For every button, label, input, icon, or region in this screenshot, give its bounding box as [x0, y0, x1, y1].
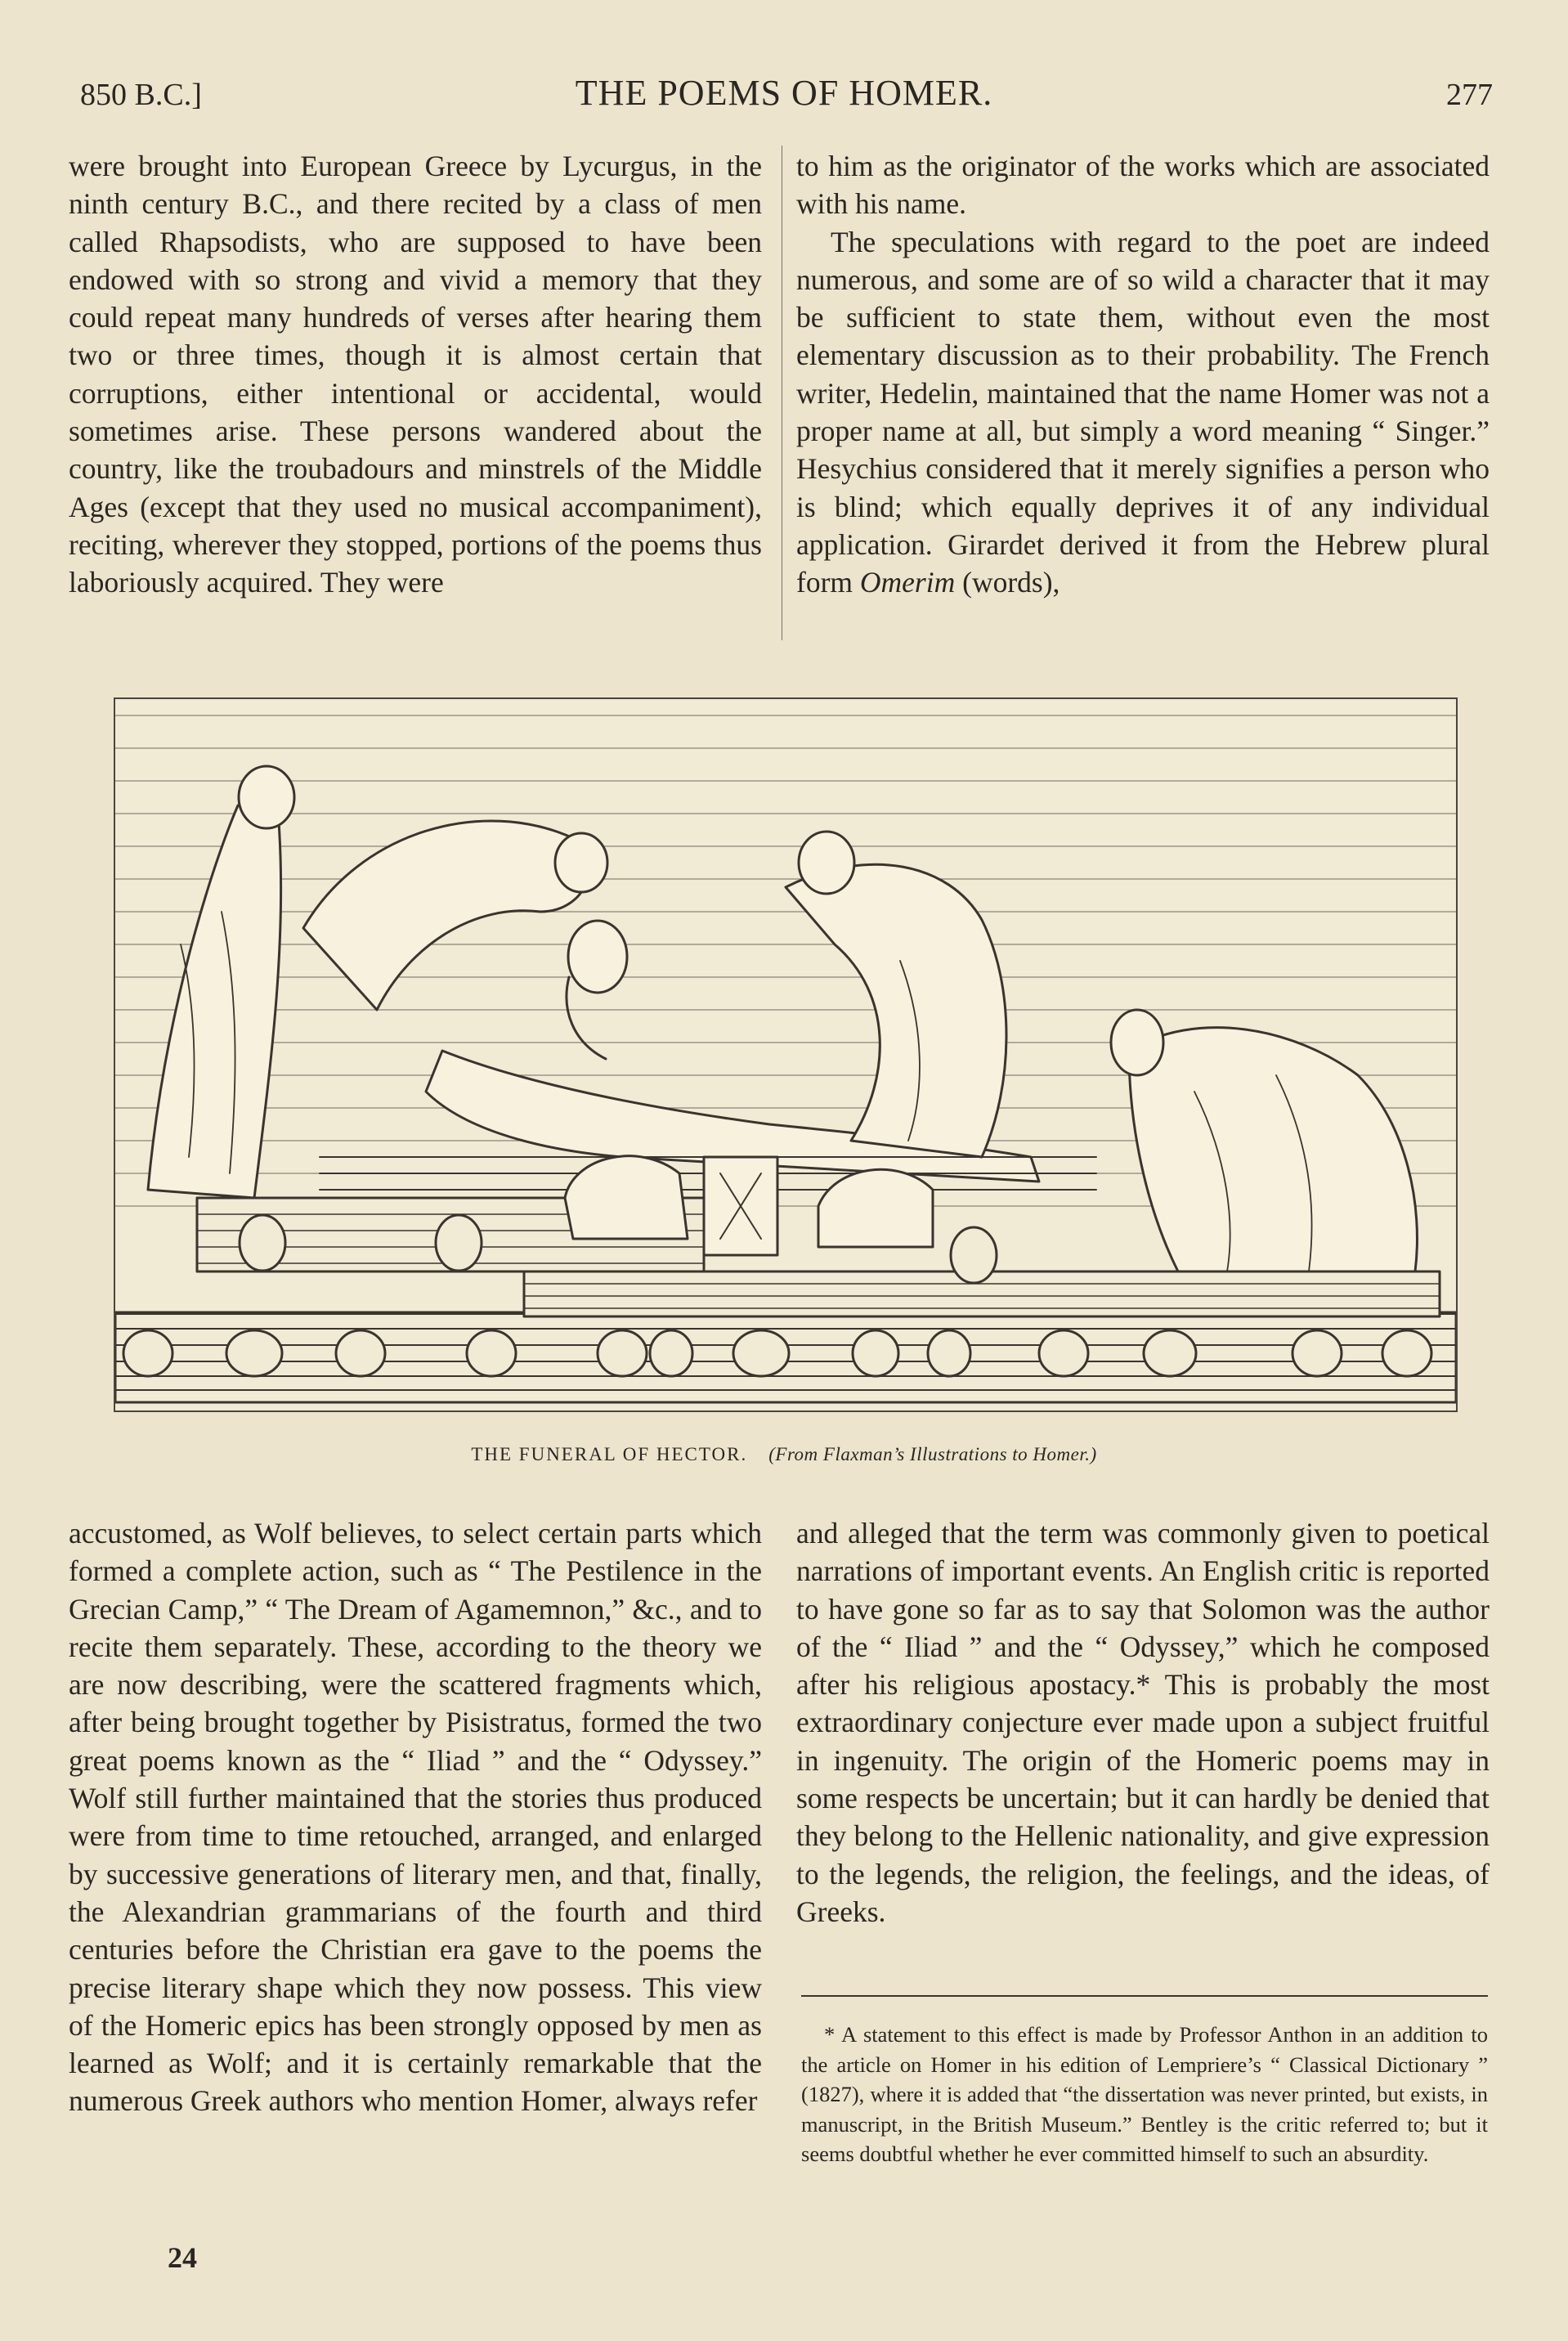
bottom-left-column — [69, 1514, 762, 2226]
caption-title: THE FUNERAL OF HECTOR. — [471, 1444, 748, 1464]
top-right-column — [796, 147, 1490, 646]
kneeling-woman — [1111, 1010, 1417, 1271]
caption-source: (From Flaxman’s Illustrations to Homer.) — [768, 1444, 1097, 1464]
running-header — [65, 65, 1503, 123]
header-title: THE POEMS OF HOMER. — [575, 73, 993, 113]
paragraph: were brought into European Greece by Lycurgus, in the ninth century B.C., and there recited by a class of men called Rhapsodists, who are supposed to have been endowed with so strong and vivid a memory that they could repeat many hundreds of verses after hearing them two or three times, though it is almost certain that corruptions, either intentional or accidental, would sometimes arise. These persons wandered about the country, like the troubadours and minstrels of the Middle Ages (except that they used no musical accompaniment), reciting, wherever they stopped, portions of the poems thus laboriously acquired. They were — [69, 150, 762, 599]
paragraph: to him as the originator of the works which are associated with his name. — [796, 150, 1490, 221]
mourner-bending — [303, 821, 607, 1010]
figure-caption — [0, 1444, 1568, 1465]
paragraph: accustomed, as Wolf believes, to select certain parts which formed a complete action, such as “ The Pestilence in the Grecian Camp,” “ The Dream of Agamemnon,” &c., and to recite them separately. These, according to the theory we are now describing, were the scattered fragments which, after being brought together by Pisistratus, formed the two great poems known as the “ Iliad ” and the “ Odyssey.” Wolf still further maintained that the stories thus produced were from time to time retouched, arranged, and enlarged by successive generations of literary men, and that, finally, the Alexandrian grammarians of the fourth and third centuries before the Christian era gave to the poems the precise literary shape which they now possess. This view of the Homeric epics has been strongly opposed by men as learned as Wolf; and it is certainly remarkable that the numerous Greek authors who mention Homer, always refer — [69, 1517, 762, 2118]
text-run: The speculations with regard to the poet are indeed numerous, and some are of so wild a character that it may be sufficient to state them, without even the most elementary discussion as to their probability. The French writer, Hedelin, maintained that the name Homer was not a proper name at all, but simply a word meaning “ Singer.” Hesychius considered that it merely signifies a person who is blind; which equally deprives it of any individual application. Girardet derived it from the Hebrew plural form — [796, 225, 1490, 599]
footnote-rule — [801, 1995, 1488, 1997]
italic-word: Omerim — [859, 566, 956, 599]
top-left-column — [69, 147, 762, 646]
bottom-right-column — [796, 1514, 1490, 1972]
paragraph: and alleged that the term was commonly given to poetical narrations of important events. An English critic is reported to have gone so far as to say that Solomon was the author of the “ Iliad ” and the “ Odyssey,” which he composed after his religious apostacy.* This is probably the most extraordinary conjecture ever made upon a subject fruitful in ingenuity. The origin of the Homeric poems may in some respects be uncertain; but it can hardly be denied that they belong to the Hellenic nationality, and give expression to the legends, the religion, the feelings, and the ideas, of Greeks. — [796, 1517, 1490, 1928]
page-number: 277 — [1446, 78, 1493, 112]
header-date: 850 B.C.] — [80, 78, 202, 112]
mourner-left — [148, 766, 294, 1198]
engraving-illustration — [115, 699, 1456, 1410]
footnote: * A statement to this effect is made by Professor Anthon in an addition to the article on Homer in his edition of Lempriere’s “ Classical Dictionary ” (1827), where it is added that “the dissertation was never printed, but exists, in manuscript, in the British Museum.” Bentley is the critic referred to; but it seems doubtful whether he ever committed himself to such an absurdity. — [801, 2022, 1488, 2166]
signature-mark: 24 — [168, 2241, 197, 2274]
figure-funeral-of-hector — [114, 697, 1458, 1412]
paragraph — [796, 223, 1490, 602]
text-run: (words), — [962, 566, 1060, 599]
